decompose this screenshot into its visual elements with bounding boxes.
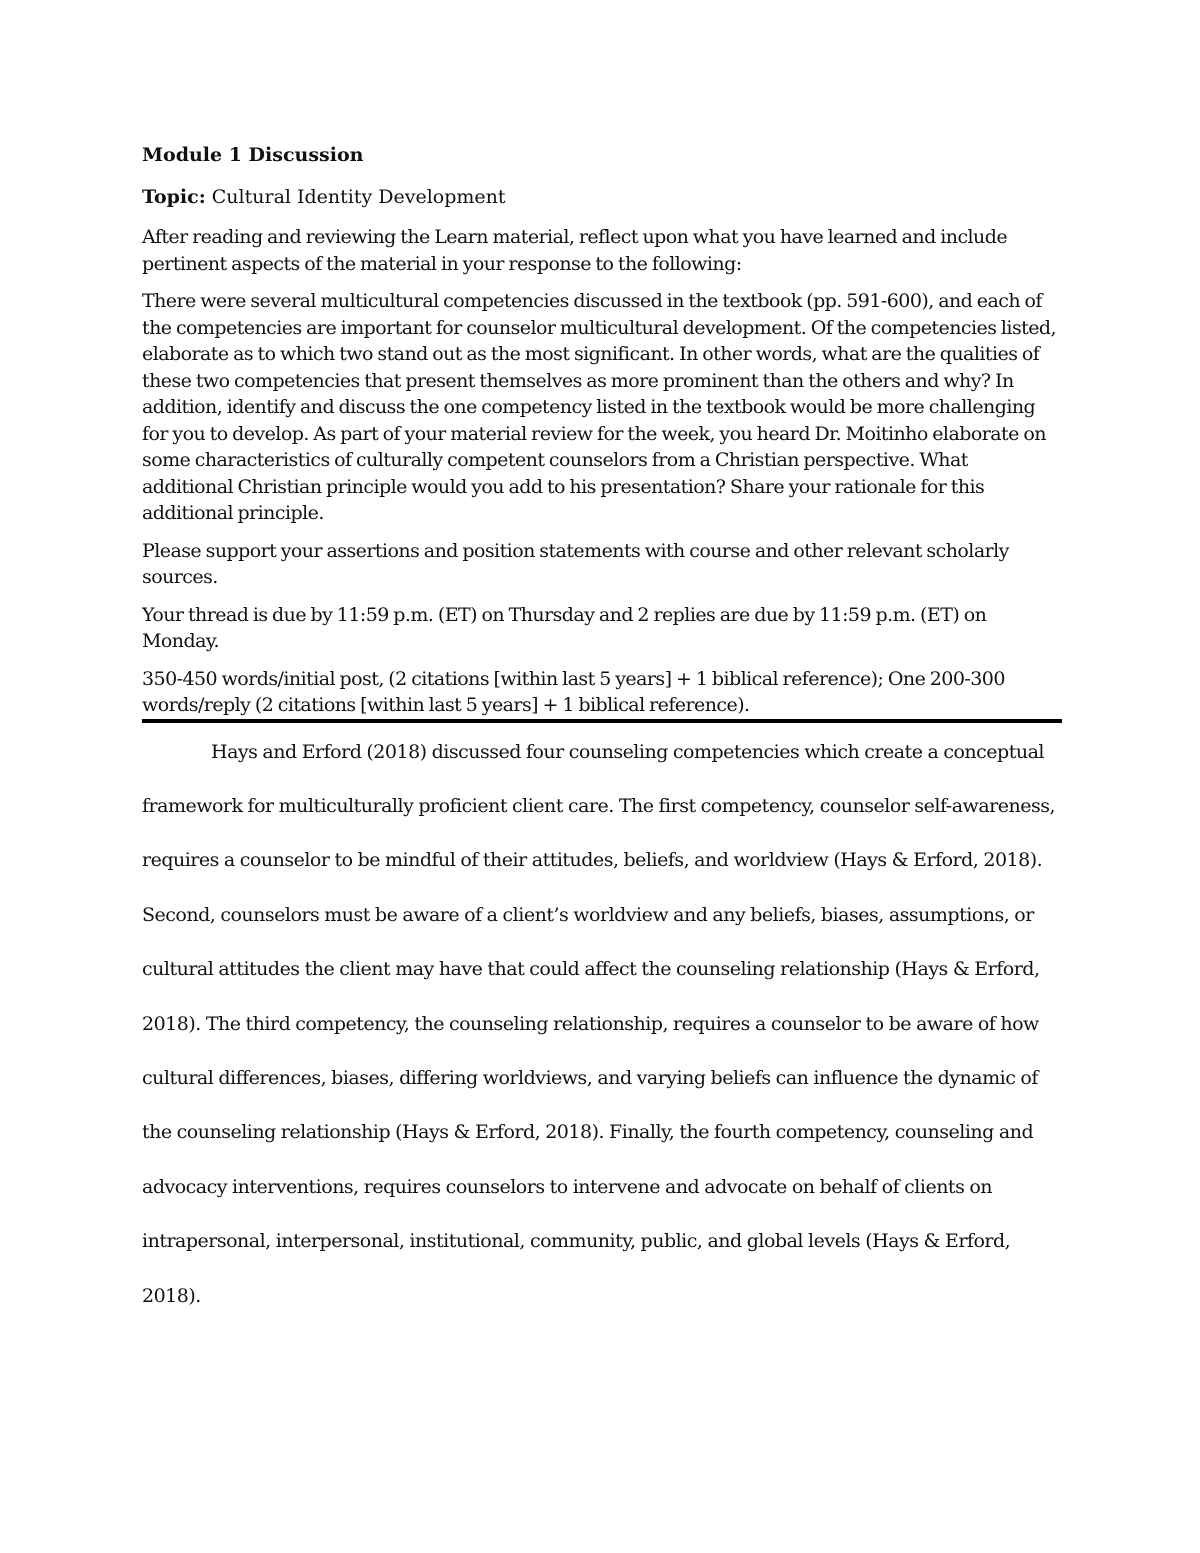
essay-paragraph: Hays and Erford (2018) discussed four counseling competencies which create a conceptual framework for multiculturally proficient client care. The first competency, counselor self-awareness, requires a counselor to be mindful of their attitudes, beliefs, and worldview (Hays & Erford, 2018). Second, counselors must be aware of a client’s worldview and any beliefs, biases, assumptions, or cultural attitudes the client may have that could affect the counseling relationship (Hays & Erford, 2018). The third competency, the counseling relationship, requires a counselor to be aware of how cultural differences, biases, differing worldviews, and varying beliefs can influence the dynamic of the counseling relationship (Hays & Erford, 2018). Finally, the fourth competency, counseling and advocacy interventions, requires counselors to intervene and advocate on behalf of clients on intrapersonal, interpersonal, institutional, community, public, and global levels (Hays & Erford, 2018). xyxy=(142,740,1055,1307)
prompt-paragraph-requirements: 350-450 words/initial post, (2 citations [within last 5 years] + 1 biblical reference); One 200-300 words/reply (2 citations [within last 5 years] + 1 biblical reference). xyxy=(142,667,1005,716)
topic-line xyxy=(142,182,1062,212)
prompt-paragraph-question: There were several multicultural competencies discussed in the textbook (pp. 591-600), and each of the competencies are important for counselor multicultural development. Of the competencies listed, elaborate as to which two stand out as the most significant. In other words, what are the qualities of these two competencies that present themselves as more prominent than the others and why? In addition, identify and discuss the one competency listed in the textbook would be more challenging for you to develop. As part of your material review for the week, you heard Dr. Moitinho elaborate on some characteristics of culturally competent counselors from a Christian perspective. What additional Christian principle would you add to his presentation? Share your rationale for this additional principle. xyxy=(142,290,1057,524)
document-content xyxy=(142,140,1062,1323)
topic-value: Cultural Identity Development xyxy=(205,186,506,208)
prompt-paragraph-intro: After reading and reviewing the Learn material, reflect upon what you have learned and include pertinent aspects of the material in your response to the following: xyxy=(142,226,1008,275)
prompt-paragraph-sources: Please support your assertions and position statements with course and other relevant scholarly sources. xyxy=(142,539,1009,588)
topic-label: Topic: xyxy=(142,186,206,208)
prompt-paragraph-deadline: Your thread is due by 11:59 p.m. (ET) on Thursday and 2 replies are due by 11:59 p.m. (ET) on Monday. xyxy=(142,603,987,652)
page-title: Module 1 Discussion xyxy=(142,144,364,166)
